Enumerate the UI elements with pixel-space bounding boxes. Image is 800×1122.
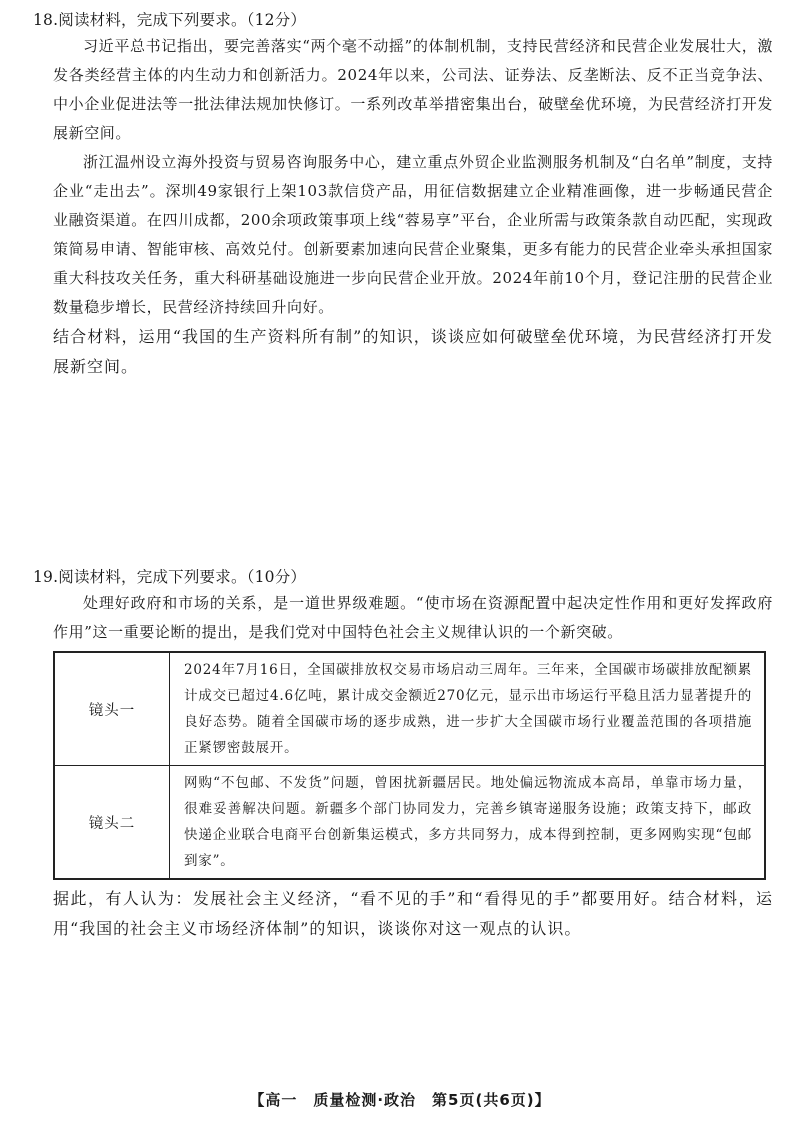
table-row-label: 镜头二	[54, 766, 170, 880]
question-19	[33, 565, 773, 944]
question-18-material-paragraph-1: 习近平总书记指出，要完善落实“两个毫不动摇”的体制机制，支持民营经济和民营企业发展壮大，激发各类经营主体的内生动力和创新活力。2024年以来，公司法、证券法、反垄断法、反不正当竞争法、中小企业促进法等一批法律法规加快修订。一系列改革举措密集出台，破壁垒优环境，为民营经济打开发展新空间。	[53, 37, 773, 142]
question-18-requirement: 结合材料，运用“我国的生产资料所有制”的知识，谈谈应如何破壁垒优环境，为民营经济打开发展新空间。	[53, 327, 773, 376]
question-19-heading: 19.阅读材料，完成下列要求。（10分）	[33, 568, 307, 586]
question-18-material-paragraph-2: 浙江温州设立海外投资与贸易咨询服务中心，建立重点外贸企业监测服务机制及“白名单”制度，支持企业“走出去”。深圳49家银行上架103款信贷产品，用征信数据建立企业精准画像，进一步畅通民营企业融资渠道。在四川成都，200余项政策事项上线“蓉易享”平台，企业所需与政策条款自动匹配，实现政策简易申请、智能审核、高效兑付。创新要素加速向民营企业聚集，更多有能力的民营企业牵头承担国家重大科技攻关任务，重大科研基础设施进一步向民营企业开放。2024年前10个月，登记注册的民营企业数量稳步增长，民营经济持续回升向好。	[53, 153, 773, 316]
table-row	[54, 766, 765, 880]
table-row-text: 网购“不包邮、不发货”问题，曾困扰新疆居民。地处偏远物流成本高昂，单靠市场力量，很难妥善解决问题。新疆多个部门协同发力，完善乡镇寄递服务设施；政策支持下，邮政快递企业联合电商平台创新集运模式，多方共同努力，成本得到控制，更多网购实现“包邮到家”。	[170, 766, 766, 880]
question-19-requirement: 据此，有人认为：发展社会主义经济，“看不见的手”和“看得见的手”都要用好。结合材料，运用“我国的社会主义市场经济体制”的知识，谈谈你对这一观点的认识。	[53, 889, 773, 938]
table-row	[54, 652, 765, 766]
question-19-material-paragraph-1: 处理好政府和市场的关系，是一道世界级难题。“使市场在资源配置中起决定性作用和更好发挥政府作用”这一重要论断的提出，是我们党对中国特色社会主义规律认识的一个新突破。	[53, 594, 773, 641]
question-18	[33, 8, 773, 382]
page-footer: 【高一 质量检测·政治 第5页(共6页)】	[249, 1091, 551, 1109]
material-table	[53, 651, 766, 880]
table-row-label: 镜头一	[54, 652, 170, 766]
question-18-heading: 18.阅读材料，完成下列要求。（12分）	[33, 11, 307, 29]
table-row-text: 2024年7月16日，全国碳排放权交易市场启动三周年。三年来，全国碳市场碳排放配额累计成交已超过4.6亿吨，累计成交金额近270亿元，显示出市场运行平稳且活力显著提升的良好态势。随着全国碳市场的逐步成熟，进一步扩大全国碳市场行业覆盖范围的各项措施正紧锣密鼓展开。	[170, 652, 766, 766]
